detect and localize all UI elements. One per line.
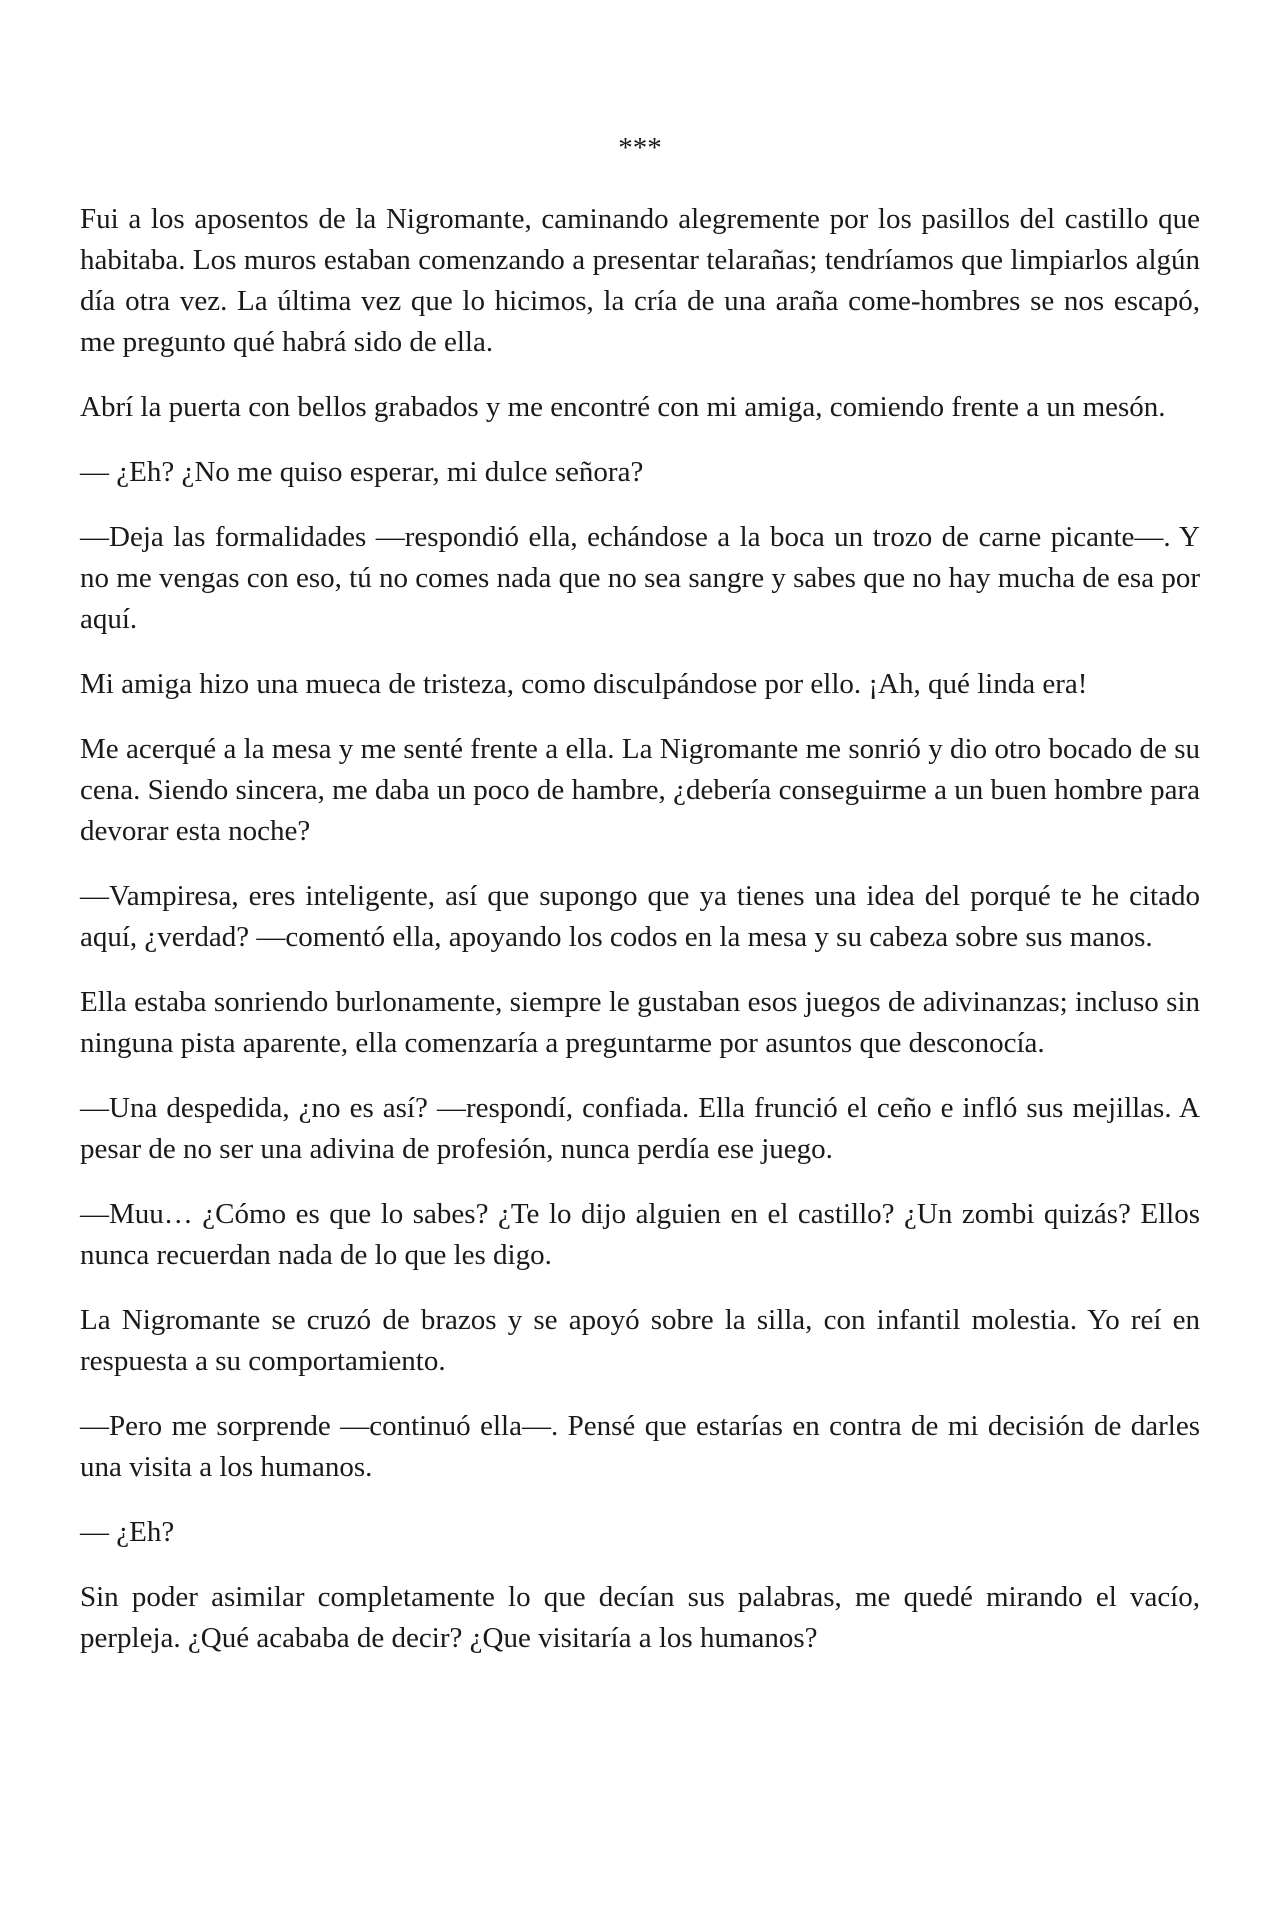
paragraph: —Pero me sorprende —continuó ella—. Pensé que estarías en contra de mi decisión de darles una visita a los humanos. [80, 1410, 1200, 1483]
paragraph: —Muu… ¿Cómo es que lo sabes? ¿Te lo dijo alguien en el castillo? ¿Un zombi quizás? Ellos nunca recuerdan nada de lo que les digo. [80, 1198, 1200, 1271]
paragraph: — ¿Eh? ¿No me quiso esperar, mi dulce señora? [80, 456, 644, 488]
paragraph: La Nigromante se cruzó de brazos y se apoyó sobre la silla, con infantil molestia. Yo reí en respuesta a su comportamiento. [80, 1304, 1200, 1377]
paragraph: —Una despedida, ¿no es así? —respondí, confiada. Ella frunció el ceño e infló sus mejillas. A pesar de no ser una adivina de profesión, nunca perdía ese juego. [80, 1092, 1200, 1165]
paragraph: Me acerqué a la mesa y me senté frente a ella. La Nigromante me sonrió y dio otro bocado de su cena. Siendo sincera, me daba un poco de hambre, ¿debería conseguirme a un buen hombre para devorar esta noche? [80, 733, 1200, 847]
paragraph: —Vampiresa, eres inteligente, así que supongo que ya tienes una idea del porqué te he citado aquí, ¿verdad? —comentó ella, apoyando los codos en la mesa y su cabeza sobre sus manos. [80, 880, 1200, 953]
paragraph: Ella estaba sonriendo burlonamente, siempre le gustaban esos juegos de adivinanzas; incluso sin ninguna pista aparente, ella comenzaría a preguntarme por asuntos que desconocía. [80, 986, 1200, 1059]
document-page [80, 128, 1200, 1683]
paragraph: — ¿Eh? [80, 1516, 175, 1548]
paragraph: —Deja las formalidades —respondió ella, echándose a la boca un trozo de carne picante—. Y no me vengas con eso, tú no comes nada que no sea sangre y sabes que no hay mucha de esa por aquí. [80, 521, 1200, 635]
paragraph: Mi amiga hizo una mueca de tristeza, como disculpándose por ello. ¡Ah, qué linda era! [80, 668, 1088, 700]
paragraph: Fui a los aposentos de la Nigromante, caminando alegremente por los pasillos del castillo que habitaba. Los muros estaban comenzando a presentar telarañas; tendríamos que limpiarlos algún día otra vez. La última vez que lo hicimos, la cría de una araña come-hombres se nos escapó, me pregunto qué habrá sido de ella. [80, 203, 1200, 358]
paragraph: Abrí la puerta con bellos grabados y me encontré con mi amiga, comiendo frente a un mesón. [80, 391, 1166, 423]
paragraph: Sin poder asimilar completamente lo que decían sus palabras, me quedé mirando el vacío, perpleja. ¿Qué acababa de decir? ¿Que visitaría a los humanos? [80, 1581, 1200, 1654]
scene-separator: *** [618, 132, 662, 164]
